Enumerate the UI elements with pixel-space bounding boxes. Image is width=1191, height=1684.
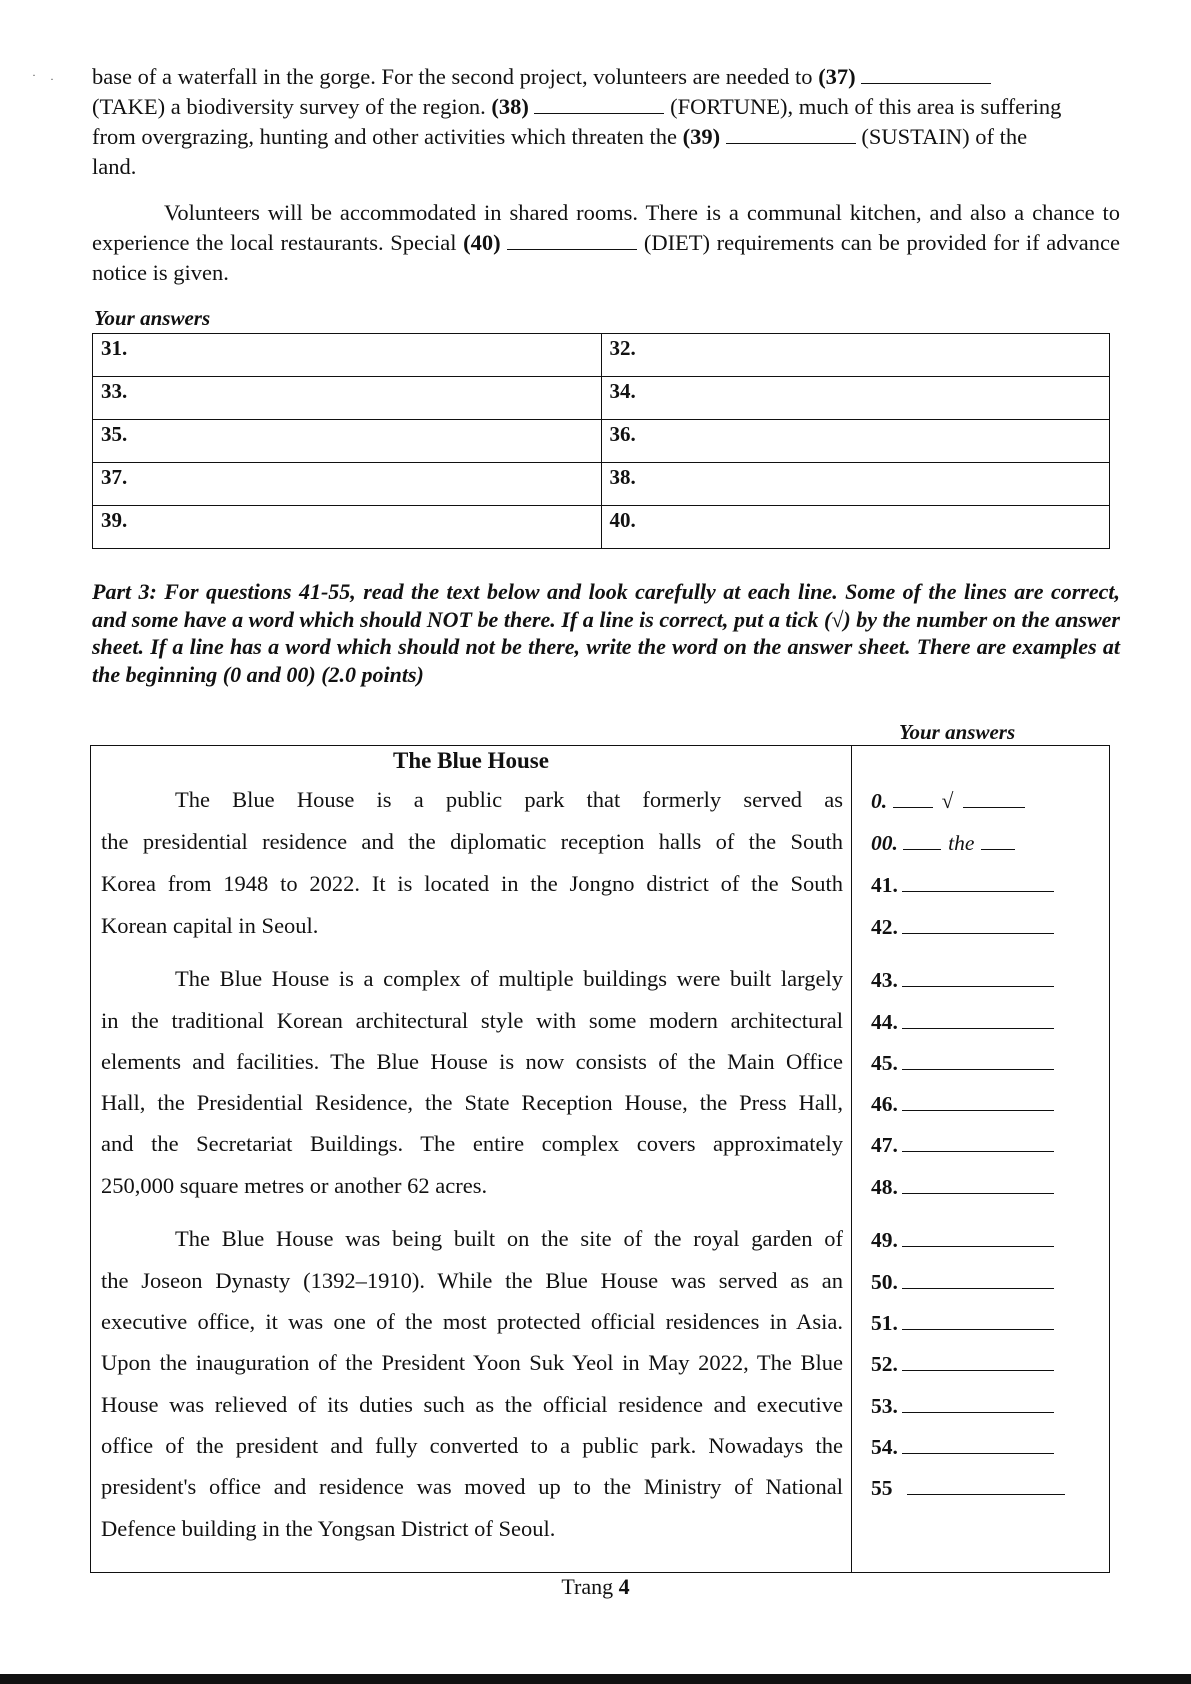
passage-line: in the traditional Korean architectural style with some modern architectural	[101, 1008, 843, 1033]
answer-cell[interactable]: 33.	[93, 377, 602, 420]
passage-paragraph-2: Volunteers will be accommodated in shared rooms. There is a communal kitchen, and also a chance to experience the local restaurants. Special (40) (DIET) requirements can be provided for if advance notice is given.	[92, 200, 1120, 285]
answer-cell[interactable]: 40.	[601, 506, 1110, 549]
blank-38[interactable]	[534, 93, 664, 114]
answer-line[interactable]: 51.	[871, 1311, 1054, 1336]
answer-line[interactable]: 43.	[871, 968, 1054, 993]
passage-line: Hall, the Presidential Residence, the State Reception House, the Press Hall,	[101, 1090, 843, 1115]
passage-line: office of the president and fully converted to a public park. Nowadays the	[101, 1433, 843, 1458]
blank-37[interactable]	[861, 63, 991, 84]
answer-cell[interactable]: 38.	[601, 463, 1110, 506]
table-row	[93, 420, 1110, 463]
example-0: 0. √	[871, 789, 1025, 814]
answer-line[interactable]: 46.	[871, 1092, 1054, 1117]
answer-cell[interactable]: 32.	[601, 334, 1110, 377]
table-row	[93, 334, 1110, 377]
passage-line-3: from overgrazing, hunting and other activities which threaten the (39) (SUSTAIN) of the	[92, 124, 1028, 149]
page-number: 4	[618, 1574, 630, 1599]
answers-header: Your answers	[899, 720, 1016, 744]
column-divider	[851, 745, 852, 1573]
passage-line: Upon the inauguration of the President Yoon Suk Yeol in May 2022, The Blue	[101, 1350, 843, 1375]
answer-table	[92, 333, 1110, 549]
answer-line[interactable]: 55	[871, 1476, 1065, 1501]
passage-line: The Blue House is a complex of multiple buildings were built largely	[175, 966, 843, 991]
page-footer: Trang 4	[561, 1574, 630, 1599]
answer-line[interactable]: 53.	[871, 1394, 1054, 1419]
example-00: 00. the	[871, 831, 1015, 856]
answer-line[interactable]: 42.	[871, 915, 1054, 940]
blank-39[interactable]	[726, 123, 856, 144]
answer-line[interactable]: 52.	[871, 1352, 1054, 1377]
passage-line: Korean capital in Seoul.	[101, 913, 319, 938]
passage-line-4: land.	[92, 154, 137, 179]
answer-line[interactable]: 41.	[871, 873, 1054, 898]
passage-line-1: base of a waterfall in the gorge. For the second project, volunteers are needed to (37)	[92, 62, 1120, 92]
answer-line[interactable]: 54.	[871, 1435, 1054, 1460]
stray-mark: ·	[50, 72, 54, 86]
passage-line: The Blue House was being built on the site of the royal garden of	[175, 1226, 843, 1251]
passage-line: Korea from 1948 to 2022. It is located in the Jongno district of the South	[101, 871, 843, 896]
answer-cell[interactable]: 35.	[93, 420, 602, 463]
passage-line: elements and facilities. The Blue House is now consists of the Main Office	[101, 1049, 843, 1074]
answer-cell[interactable]: 34.	[601, 377, 1110, 420]
part3-instructions: Part 3: For questions 41-55, read the text below and look carefully at each line. Some of the lines are correct, and some have a word which should NOT be there. If a line is correct, put a tick (√) by the number on the answer sheet. If a line has a word which should not be there, write the word on the answer sheet. There are examples at the beginning (0 and 00) (2.0 points)	[92, 579, 1120, 687]
table-row	[93, 506, 1110, 549]
answer-line[interactable]: 47.	[871, 1133, 1054, 1158]
passage-title: The Blue House	[393, 748, 549, 773]
table-row	[93, 377, 1110, 420]
table-row	[93, 463, 1110, 506]
blank-40[interactable]	[507, 229, 637, 250]
answer-cell[interactable]: 36.	[601, 420, 1110, 463]
answer-line[interactable]: 48.	[871, 1175, 1054, 1200]
answer-line[interactable]: 44.	[871, 1010, 1054, 1035]
answer-line[interactable]: 50.	[871, 1270, 1054, 1295]
passage-line: president's office and residence was moved up to the Ministry of National	[101, 1474, 843, 1499]
passage-line: 250,000 square metres or another 62 acres.	[101, 1173, 488, 1198]
answer-line[interactable]: 45.	[871, 1051, 1054, 1076]
bottom-edge	[0, 1674, 1191, 1684]
passage-line: House was relieved of its duties such as the official residence and executive	[101, 1392, 843, 1417]
answer-cell[interactable]: 31.	[93, 334, 602, 377]
answer-line[interactable]: 49.	[871, 1228, 1054, 1253]
passage-line-2: (TAKE) a biodiversity survey of the region. (38) (FORTUNE), much of this area is suffering	[92, 94, 1062, 119]
passage-line: Defence building in the Yongsan District of Seoul.	[101, 1516, 556, 1541]
answers-label: Your answers	[94, 306, 211, 330]
answer-cell[interactable]: 39.	[93, 506, 602, 549]
passage-line: and the Secretariat Buildings. The entire complex covers approximately	[101, 1131, 843, 1156]
passage-line: the presidential residence and the diplomatic reception halls of the South	[101, 829, 843, 854]
answer-cell[interactable]: 37.	[93, 463, 602, 506]
passage-line: executive office, it was one of the most protected official residences in Asia.	[101, 1309, 843, 1334]
stray-mark: ·	[32, 68, 36, 82]
passage-line: The Blue House is a public park that formerly served as	[175, 787, 843, 812]
passage-line: the Joseon Dynasty (1392–1910). While the Blue House was served as an	[101, 1268, 843, 1293]
